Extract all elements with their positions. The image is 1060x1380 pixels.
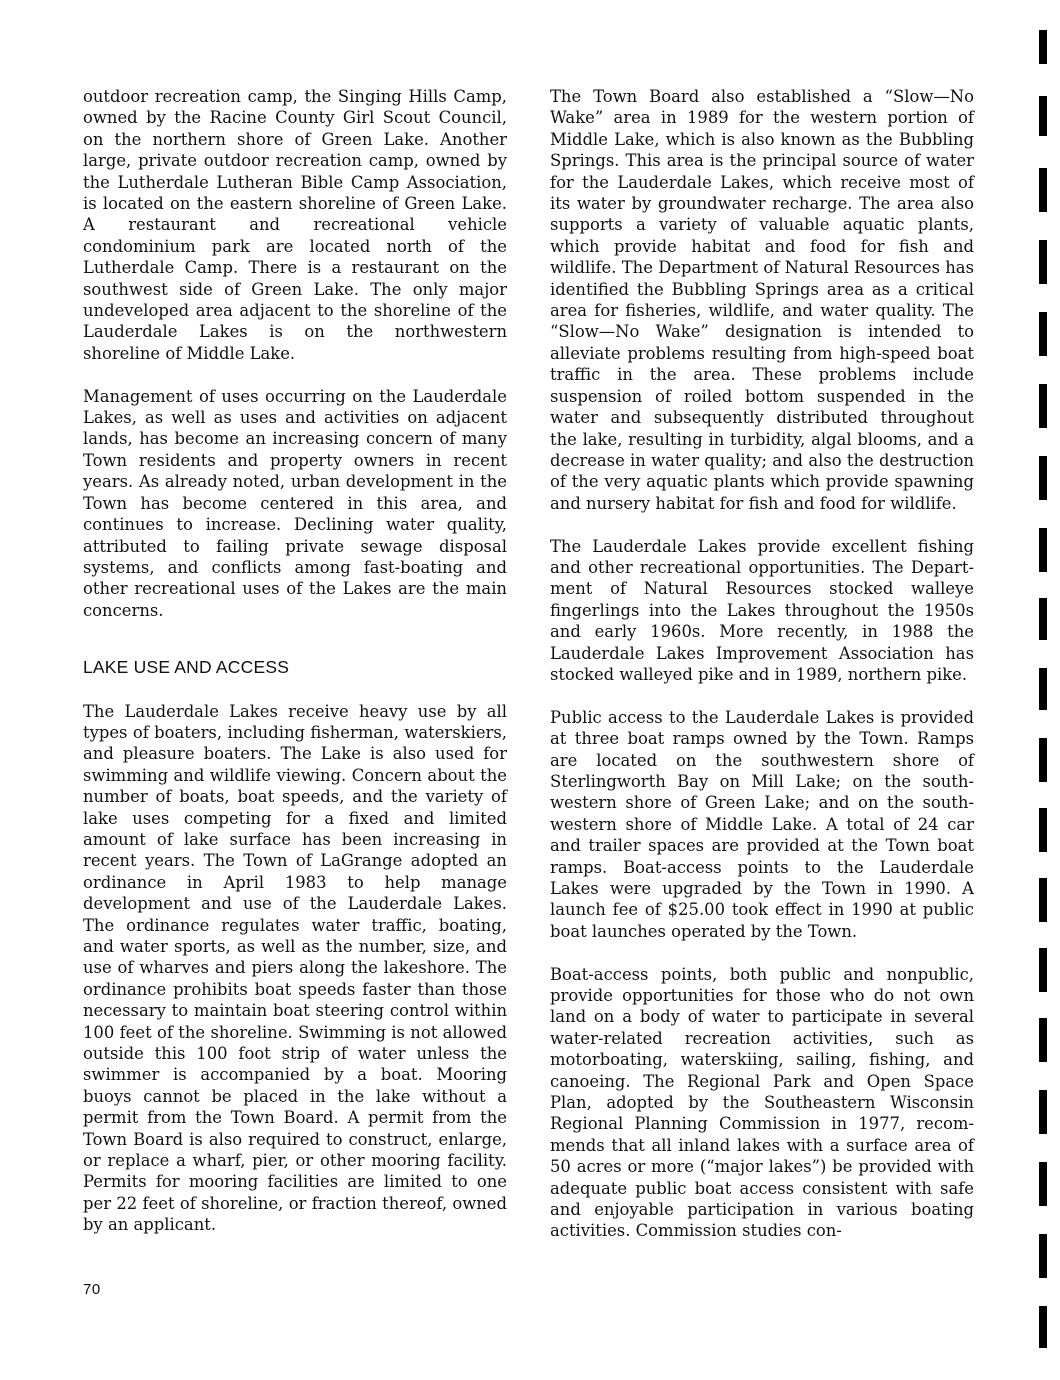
paragraph-slow-no-wake: The Town Board also established a “Slow—No Wake” area in 1989 for the western portion of Middle Lake, which is also known as the Bubbling Springs. This area is the principal source of water for the Lauderdale Lakes, which receive most of its water by groundwater recharge. The area also supports a variety of valuable aquatic plants, which provide habitat and food for fish and wildlife. The Department of Natural Resources has identified the Bubbling Springs area as a critical area for fisheries, wildlife, and water quality. The “Slow—No Wake” designation is intended to alleviate problems resulting from high-speed boat traffic in the area. These problems include suspension of roiled bottom suspended in the water and subsequently distributed throughout the lake, resulting in turbidity, algal blooms, and a decrease in water quality; and also the destruction of the very aquatic plants which provide spawning and nursery habitat for fish and food for wildlife. <box>550 87 974 513</box>
paragraph-lake-use: The Lauderdale Lakes receive heavy use by all types of boaters, including fisherman, waterskiers, and pleasure boaters. The Lake is also used for swimming and wildlife viewing. Concern about the number of boats, boat speeds, and the variety of lake uses competing for a fixed and limited amount of lake surface has been increasing in recent years. The Town of LaGrange adopted an ordinance in April 1983 to help manage development and use of the Lauderdale Lakes. The ordinance regulates water traffic, boating, and water sports, as well as the number, size, and use of wharves and piers along the lakeshore. The ordinance prohibits boat speeds faster than those necessary to maintain boat steering control within 100 feet of the shoreline. Swimming is not allowed outside this 100 foot strip of water unless the swimmer is accompanied by a boat. Mooring buoys cannot be placed in the lake without a permit from the Town Board. A permit from the Town Board is also required to construct, enlarge, or replace a wharf, pier, or other mooring facility. Permits for mooring facilities are limited to one per 22 feet of shoreline, or fraction thereof, owned by an applicant. <box>83 701 507 1235</box>
margin-mark <box>1039 1018 1047 1062</box>
paragraph-management: Management of uses occurring on the Lauderdale Lakes, as well as uses and activities on adjacent lands, has become an increasing concern of many Town residents and property owners in recent years. As already noted, urban development in the Town has become centered in this area, and continues to increase. Declining water quality, attributed to failing private sewage disposal systems, and conflicts among fast-boating and other recreational uses of the Lakes are the main concerns. <box>83 386 507 620</box>
margin-mark <box>1039 948 1047 992</box>
margin-mark <box>1039 738 1047 782</box>
right-column <box>550 86 974 1242</box>
margin-mark <box>1039 384 1047 428</box>
margin-mark <box>1039 878 1047 922</box>
margin-mark <box>1039 456 1047 500</box>
margin-mark <box>1039 168 1047 212</box>
paragraph-public-access: Public access to the Lauderdale Lakes is provided at three boat ramps owned by the Town. Ramps are located on the southwestern shore of Sterlingworth Bay on Mill Lake; on the southwestern shore of Green Lake; and on the southwestern shore of Middle Lake. A total of 24 car and trailer spaces are provided at the Town boat ramps. Boat-access points to the Lauderdale Lakes were upgraded by the Town in 1990. A launch fee of $25.00 took effect in 1990 at public boat launches operated by the Town. <box>550 707 974 941</box>
margin-mark <box>1039 808 1047 852</box>
margin-mark <box>1039 30 1047 64</box>
page-number: 70 <box>83 1281 101 1298</box>
margin-mark <box>1039 312 1047 356</box>
left-column <box>83 86 507 1236</box>
paragraph-fishing: The Lauderdale Lakes provide excellent fishing and other recreational opportunities. The Department of Natural Resources stocked walleye fingerlings into the Lakes throughout the 1950s and early 1960s. More recently, in 1988 the Lauderdale Lakes Improvement Association has stocked walleyed pike and in 1989, northern pike. <box>550 536 974 684</box>
margin-mark <box>1039 528 1047 572</box>
margin-mark <box>1039 96 1047 136</box>
margin-mark <box>1039 1162 1047 1206</box>
margin-mark <box>1039 1306 1047 1348</box>
margin-mark <box>1039 598 1047 640</box>
paragraph-camps: outdoor recreation camp, the Singing Hills Camp, owned by the Racine County Girl Scout Council, on the northern shore of Green Lake. Another large, private outdoor recreation camp, owned by the Lutherdale Lutheran Bible Camp Association, is located on the eastern shoreline of Green Lake. A restaurant and recreational vehicle condominium park are located north of the Lutherdale Camp. There is a restaurant on the southwest side of Green Lake. The only major undeveloped area adjacent to the shoreline of the Lauderdale Lakes is on the northwestern shoreline of Middle Lake. <box>83 87 507 363</box>
section-heading: LAKE USE AND ACCESS <box>83 657 290 678</box>
margin-mark <box>1039 240 1047 284</box>
paragraph-boat-access-points: Boat-access points, both public and nonpublic, provide opportunities for those who do not own land on a body of water to participate in several water-related recreation activities, such as motorboating, waterskiing, sailing, fishing, and canoeing. The Regional Park and Open Space Plan, adopted by the Southeastern Wisconsin Regional Planning Commission in 1977, recommends that all inland lakes with a surface area of 50 acres or more (“major lakes”) be provided with adequate public boat access consistent with safe and enjoyable participation in various boating activities. Commission studies con- <box>550 964 974 1241</box>
margin-mark <box>1039 668 1047 710</box>
margin-mark <box>1039 1234 1047 1278</box>
margin-mark <box>1039 1090 1047 1134</box>
